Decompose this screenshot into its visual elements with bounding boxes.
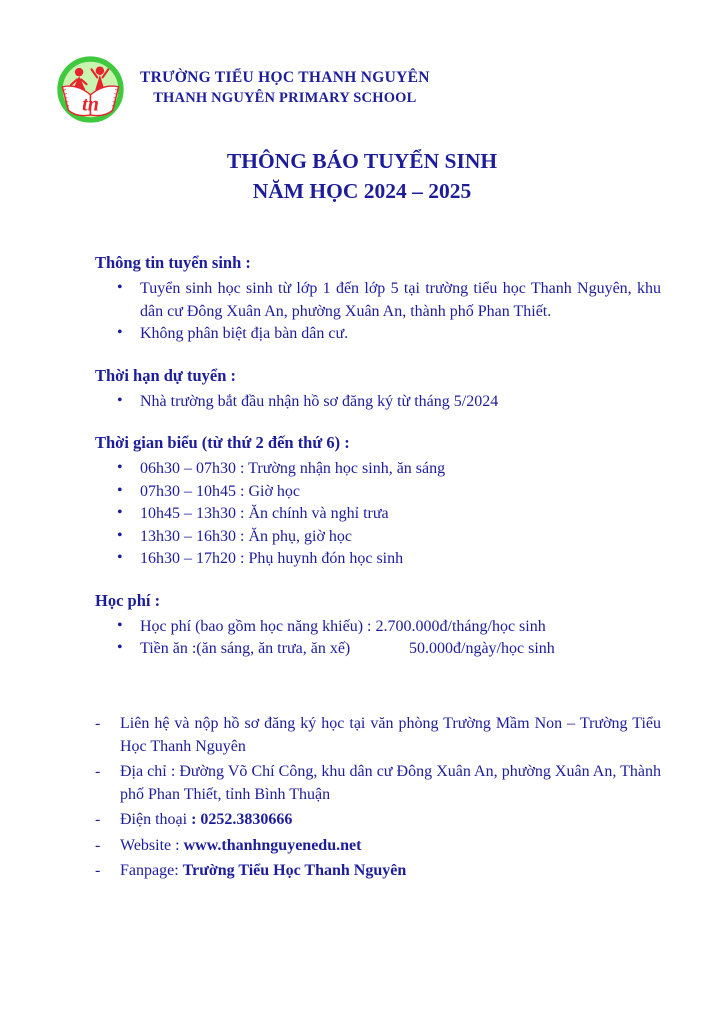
school-logo bbox=[57, 56, 124, 123]
meal-fee-label: Tiền ăn :(ăn sáng, ăn trưa, ăn xế) bbox=[140, 640, 351, 657]
school-name-english: THANH NGUYÊN PRIMARY SCHOOL bbox=[153, 90, 417, 106]
bullet-icon: • bbox=[117, 279, 123, 296]
website-label: Website : bbox=[120, 836, 184, 854]
section-application-period bbox=[95, 364, 661, 414]
bullet-text: 07h30 – 10h45 : Giờ học bbox=[140, 482, 301, 500]
dash-icon: - bbox=[95, 811, 101, 828]
meal-fee-value: 50.000đ/ngày/học sinh bbox=[409, 640, 555, 657]
bullet-text: 10h45 – 13h30 : Ăn chính và nghỉ trưa bbox=[140, 505, 389, 522]
contact-item-phone bbox=[95, 809, 661, 832]
bullet-icon: • bbox=[117, 391, 123, 409]
bullet-item bbox=[95, 503, 661, 526]
section-heading-admission-info: Thông tin tuyển sinh : bbox=[95, 253, 251, 272]
bullet-icon: • bbox=[117, 504, 123, 521]
contact-text: Liên hệ và nộp hồ sơ đăng ký học tại văn phòng Trường Mầm Non – Trường Tiểu Học Thanh Nguyên bbox=[120, 715, 661, 755]
bullet-icon: • bbox=[117, 616, 123, 634]
section-admission-info bbox=[95, 251, 661, 346]
section-tuition bbox=[95, 589, 661, 661]
website-url: www.thanhnguyenedu.net bbox=[183, 836, 362, 854]
bullet-text: 16h30 – 17h20 : Phụ huynh đón học sinh bbox=[140, 550, 404, 567]
bullet-text: Học phí (bao gồm học năng khiếu) : 2.700.000đ/tháng/học sinh bbox=[140, 617, 546, 635]
school-name-vietnamese: TRƯỜNG TIỂU HỌC THANH NGUYÊN bbox=[140, 69, 430, 86]
section-heading-application-period: Thời hạn dự tuyển : bbox=[95, 365, 236, 385]
bullet-item bbox=[95, 278, 661, 323]
bullet-text: Không phân biệt địa bàn dân cư. bbox=[140, 325, 349, 342]
dash-icon: - bbox=[95, 862, 101, 879]
bullet-text: 06h30 – 07h30 : Trường nhận học sinh, ăn sáng bbox=[140, 460, 446, 477]
bullet-list bbox=[95, 278, 661, 346]
bullet-list bbox=[95, 616, 661, 661]
logo-monogram-text: tn bbox=[82, 93, 99, 116]
bullet-item-meal-fee bbox=[95, 638, 661, 661]
dash-icon: - bbox=[95, 715, 101, 732]
bullet-item bbox=[95, 391, 661, 414]
bullet-icon: • bbox=[117, 481, 123, 499]
bullet-item bbox=[95, 481, 661, 504]
contact-item-registration-office bbox=[95, 713, 661, 758]
announcement-title bbox=[0, 146, 724, 206]
phone-label: Điện thoại bbox=[120, 811, 192, 828]
contact-item-fanpage bbox=[95, 860, 661, 883]
bullet-item bbox=[95, 616, 661, 639]
dash-icon: - bbox=[95, 763, 101, 780]
school-names bbox=[140, 56, 430, 109]
contact-item-website bbox=[95, 835, 661, 858]
section-heading-daily-schedule: Thời gian biểu (từ thứ 2 đến thứ 6) : bbox=[95, 433, 350, 452]
bullet-icon: • bbox=[117, 324, 123, 341]
fanpage-label: Fanpage: bbox=[120, 862, 183, 879]
bullet-item bbox=[95, 548, 661, 571]
dash-icon: - bbox=[95, 836, 101, 854]
bullet-item bbox=[95, 323, 661, 346]
bullet-icon: • bbox=[117, 549, 123, 566]
section-heading-tuition: Học phí : bbox=[95, 590, 161, 610]
bullet-icon: • bbox=[117, 639, 123, 656]
bullet-text: 13h30 – 16h30 : Ăn phụ, giờ học bbox=[140, 527, 353, 545]
contact-item-address bbox=[95, 761, 661, 806]
bullet-item bbox=[95, 458, 661, 481]
fanpage-name: Trường Tiểu Học Thanh Nguyên bbox=[182, 862, 407, 879]
bullet-list bbox=[95, 391, 661, 414]
contact-section bbox=[95, 713, 661, 886]
bullet-list bbox=[95, 458, 661, 571]
bullet-item bbox=[95, 526, 661, 549]
school-header bbox=[57, 56, 430, 123]
phone-number: : 0252.3830666 bbox=[191, 811, 293, 828]
announcement-title-line2: NĂM HỌC 2024 – 2025 bbox=[252, 179, 472, 203]
bullet-icon: • bbox=[117, 526, 123, 544]
bullet-text: Tuyển sinh học sinh từ lớp 1 đến lớp 5 tại trường tiểu học Thanh Nguyên, khu dân cư Đông Xuân An, phường Xuân An, thành phố Phan Thiết. bbox=[140, 280, 661, 320]
document-body bbox=[95, 251, 661, 679]
bullet-icon: • bbox=[117, 459, 123, 476]
section-daily-schedule bbox=[95, 431, 661, 571]
contact-text: Địa chỉ : Đường Võ Chí Công, khu dân cư Đông Xuân An, phường Xuân An, Thành phố Phan Thiết, tỉnh Bình Thuận bbox=[120, 763, 661, 803]
announcement-title-line1: THÔNG BÁO TUYỂN SINH bbox=[226, 149, 498, 173]
bullet-text: Nhà trường bắt đầu nhận hồ sơ đăng ký từ tháng 5/2024 bbox=[140, 392, 499, 410]
